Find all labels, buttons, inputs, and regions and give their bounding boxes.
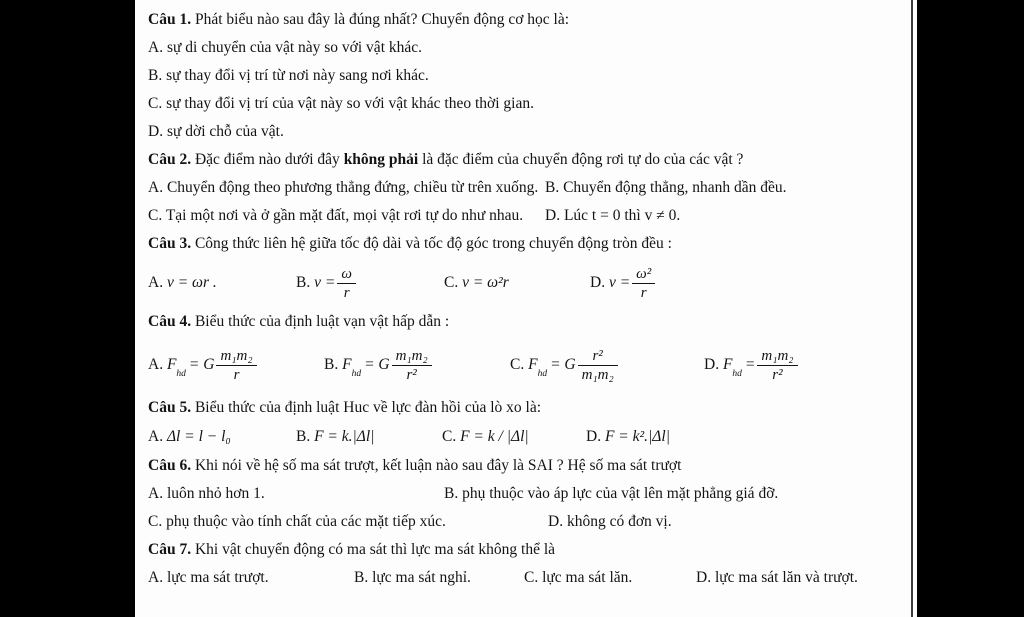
option-text: sự di chuyển của vật này so với vật khác. [166,39,423,56]
document-page [135,0,917,617]
option [296,265,444,302]
question-3-heading [148,230,911,258]
question-text: là đặc điểm của chuyển động rơi tự do của các vật ? [422,151,744,168]
option-label: A. [148,274,164,291]
option [296,428,442,446]
option-label: A. [148,428,164,445]
option-row [148,202,911,230]
question-4-heading [148,308,911,336]
option-text: phụ thuộc vào tính chất của các mặt tiếp xúc. [166,513,446,530]
option-row [148,258,911,308]
question-2-heading [148,146,911,174]
option-label: B. [545,179,560,196]
option-text: Tại một nơi và ở gần mặt đất, mọi vật rơi tự do như nhau. [165,207,524,224]
subscript: hd [732,368,742,379]
option-label: B. [148,67,163,84]
option-label: C. [444,274,459,291]
option-label: D. [590,273,606,291]
option [704,347,800,384]
question-text: Công thức liên hệ giữa tốc độ dài và tốc độ góc trong chuyển động tròn đều : [194,235,672,252]
math-expression: F = k / |Δl| [460,428,529,445]
option-text: lực ma sát trượt. [166,569,269,586]
fraction-numerator: m₁m₂ [220,347,253,364]
fraction-denominator: r² [757,365,797,384]
option [148,480,444,508]
option [442,428,586,446]
question-1-heading [148,6,911,34]
option [148,508,548,536]
option [545,174,787,202]
fraction-numerator: m₁m₂ [395,347,428,364]
option-label: C. [148,207,163,224]
question-text: Biểu thức của định luật vạn vật hấp dẫn : [194,313,450,330]
fraction [392,347,432,384]
option [324,347,510,384]
option-label: D. [704,355,720,373]
option-label: B. [324,355,339,373]
question-number: Câu 1. [148,11,192,28]
option-text: sự dời chỗ của vật. [166,123,284,140]
option-row [148,480,911,508]
option [148,62,911,90]
fraction [757,347,797,384]
option-label: A. [148,39,164,56]
option [148,90,911,118]
option [148,274,296,292]
math-expression: v = [314,273,336,291]
question-6-heading [148,452,911,480]
option-text: lực ma sát lăn và trượt. [714,569,858,586]
option-label: B. [354,569,369,586]
question-text: Khi nói về hệ số ma sát trượt, kết luận nào sau đây là SAI ? Hệ số ma sát trượt [194,457,682,474]
question-7-heading [148,536,911,564]
option-label: D. [148,123,164,140]
option-text: Chuyển động thẳng, nhanh dần đều. [563,179,787,196]
math-expression: = G [188,355,215,373]
math-expression: v = ω²r [462,274,509,291]
option-label: B. [296,428,311,445]
fraction-numerator: r² [592,347,603,364]
option [524,564,696,592]
option-text: không có đơn vị. [566,513,672,530]
option [148,428,296,446]
option-label: D. [545,207,561,224]
option-text: lực ma sát lăn. [542,569,633,586]
option-label: A. [148,569,164,586]
option [510,347,704,384]
option-text: sự thay đổi vị trí của vật này so với vật khác theo thời gian. [166,95,534,112]
question-text-bold: không phải [343,151,419,168]
option-text: Lúc t = 0 thì v ≠ 0. [563,207,681,224]
option [586,428,670,446]
option [354,564,524,592]
option-text: luôn nhỏ hơn 1. [166,485,265,502]
option [444,274,590,292]
option [148,564,354,592]
question-text: Khi vật chuyển động có ma sát thì lực ma sát không thể là [194,541,556,558]
option-label: A. [148,179,164,196]
option-label: A. [148,485,164,502]
math-expression: v = [608,273,631,291]
subscript: hd [176,368,186,379]
question-text: Phát biểu nào sau đây là đúng nhất? Chuyển động cơ học là: [194,11,570,28]
option [696,564,858,592]
option [545,202,680,230]
question-text: Đặc điểm nào dưới đây [194,151,340,168]
math-expression: = G [364,355,390,373]
option-label: D. [696,569,712,586]
fraction-denominator: m₁m₂ [578,365,618,384]
option-label: C. [148,513,163,530]
math-expression: F = k.|Δl| [314,428,375,445]
option-text: phụ thuộc vào áp lực của vật lên mặt phẳng giá đỡ. [462,485,779,502]
math-expression: F [528,355,538,373]
fraction-denominator: r [632,283,655,302]
question-text: Biểu thức của định luật Huc về lực đàn hồi của lò xo là: [194,399,542,416]
option [148,347,324,384]
fraction [632,265,655,302]
math-expression: = [744,355,756,373]
math-expression: F [722,355,733,373]
option-row [148,174,911,202]
option-row [148,422,911,452]
math-expression: F [166,355,177,373]
subscript: hd [351,368,362,379]
option [148,202,545,230]
option-label: C. [148,95,163,112]
math-expression: = G [550,355,576,373]
option-label: A. [148,355,164,373]
fraction-denominator: r [337,283,356,302]
option [148,174,545,202]
math-expression: v = ωr . [166,274,217,291]
option-row [148,508,911,536]
question-number: Câu 4. [148,313,192,330]
option-row [148,564,911,592]
option-label: B. [296,273,311,291]
option-label: B. [444,485,459,502]
option-row [148,336,911,394]
fraction [337,265,356,302]
page-edge-line [911,0,913,617]
question-number: Câu 2. [148,151,192,168]
math-expression: F [342,355,352,373]
option-label: D. [586,428,602,445]
subscript: hd [537,368,548,379]
option-text: lực ma sát nghỉ. [372,569,471,586]
option-text: sự thay đổi vị trí từ nơi này sang nơi khác. [166,67,429,84]
option-label: D. [548,513,564,530]
option-label: C. [524,569,539,586]
question-number: Câu 5. [148,399,192,416]
fraction-numerator: ω² [636,265,652,282]
option [444,480,778,508]
question-5-heading [148,394,911,422]
option-label: C. [442,428,457,445]
option [548,508,672,536]
fraction [578,347,618,384]
fraction-numerator: ω [341,265,352,282]
option-text: Chuyển động theo phương thẳng đứng, chiều từ trên xuống. [166,179,539,196]
question-number: Câu 3. [148,235,192,252]
math-expression: Δl = l − l₀ [166,428,231,445]
question-number: Câu 7. [148,541,192,558]
question-number: Câu 6. [148,457,192,474]
math-expression: F = k².|Δl| [604,428,670,445]
option [148,118,911,146]
option [148,34,911,62]
fraction-numerator: m₁m₂ [761,347,794,364]
option-label: C. [510,355,525,373]
fraction [216,347,256,384]
option [590,265,657,302]
fraction-denominator: r² [392,365,432,384]
fraction-denominator: r [216,365,256,384]
